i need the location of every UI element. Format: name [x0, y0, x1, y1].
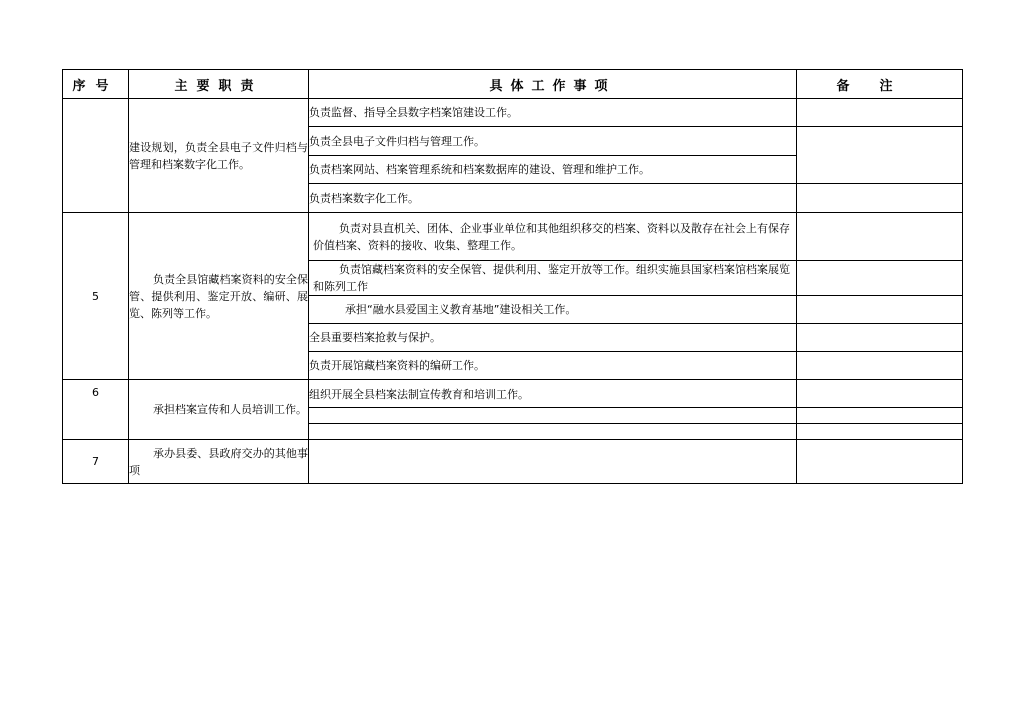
- task-cell: [309, 424, 797, 440]
- task-cell: [309, 440, 797, 484]
- task-cell: 承担“融水县爱国主义教育基地”建设相关工作。: [309, 296, 797, 324]
- note-cell: [797, 184, 963, 213]
- note-cell: [797, 324, 963, 352]
- note-cell: [797, 296, 963, 324]
- note-cell: [797, 99, 963, 127]
- header-main-duty: 主要职责: [129, 70, 309, 99]
- row-no: [63, 99, 129, 213]
- task-cell: 负责档案网站、档案管理系统和档案数据库的建设、管理和维护工作。: [309, 156, 797, 184]
- note-cell: [797, 440, 963, 484]
- task-cell: 负责对县直机关、团体、企业事业单位和其他组织移交的档案、资料以及散存在社会上有保存价值档案、资料的接收、收集、整理工作。: [309, 213, 797, 261]
- task-cell: 负责档案数字化工作。: [309, 184, 797, 213]
- task-cell: 组织开展全县档案法制宣传教育和培训工作。: [309, 380, 797, 408]
- main-duty-text: 承担档案宣传和人员培训工作。: [153, 403, 307, 416]
- table-row: [63, 440, 963, 484]
- main-duty-text: 承办县委、县政府交办的其他事项: [129, 446, 308, 477]
- note-cell: [797, 213, 963, 261]
- note-cell: [797, 261, 963, 296]
- note-cell: [797, 408, 963, 424]
- main-duty-cell: [129, 440, 309, 484]
- task-cell: 负责开展馆藏档案资料的编研工作。: [309, 352, 797, 380]
- main-duty-cell: [129, 380, 309, 440]
- task-cell: 负责馆藏档案资料的安全保管、提供利用、鉴定开放等工作。组织实施县国家档案馆档案展览和陈列工作: [309, 261, 797, 296]
- table-row: [63, 99, 963, 127]
- table-row: [63, 380, 963, 408]
- row-no: 6: [63, 380, 129, 440]
- header-tasks: 具体工作事项: [309, 70, 797, 99]
- task-cell: 负责监督、指导全县数字档案馆建设工作。: [309, 99, 797, 127]
- note-cell: [797, 424, 963, 440]
- main-duty-cell: 建设规划，负责全县电子文件归档与管理和档案数字化工作。: [129, 99, 309, 213]
- row-no: 7: [63, 440, 129, 484]
- header-no: 序号: [63, 70, 129, 99]
- task-cell: 全县重要档案抢救与保护。: [309, 324, 797, 352]
- row-no: 5: [63, 213, 129, 380]
- task-cell: 负责全县电子文件归档与管理工作。: [309, 127, 797, 156]
- main-duty-cell: [129, 213, 309, 380]
- duties-table: [62, 69, 963, 484]
- table-header-row: [63, 70, 963, 99]
- note-cell: [797, 380, 963, 408]
- note-cell: [797, 352, 963, 380]
- task-cell: [309, 408, 797, 424]
- note-cell: [797, 127, 963, 184]
- main-duty-text: 负责全县馆藏档案资料的安全保管、提供利用、鉴定开放、编研、展览、陈列等工作。: [129, 272, 308, 320]
- header-note: 备注: [797, 70, 963, 99]
- table-row: [63, 213, 963, 261]
